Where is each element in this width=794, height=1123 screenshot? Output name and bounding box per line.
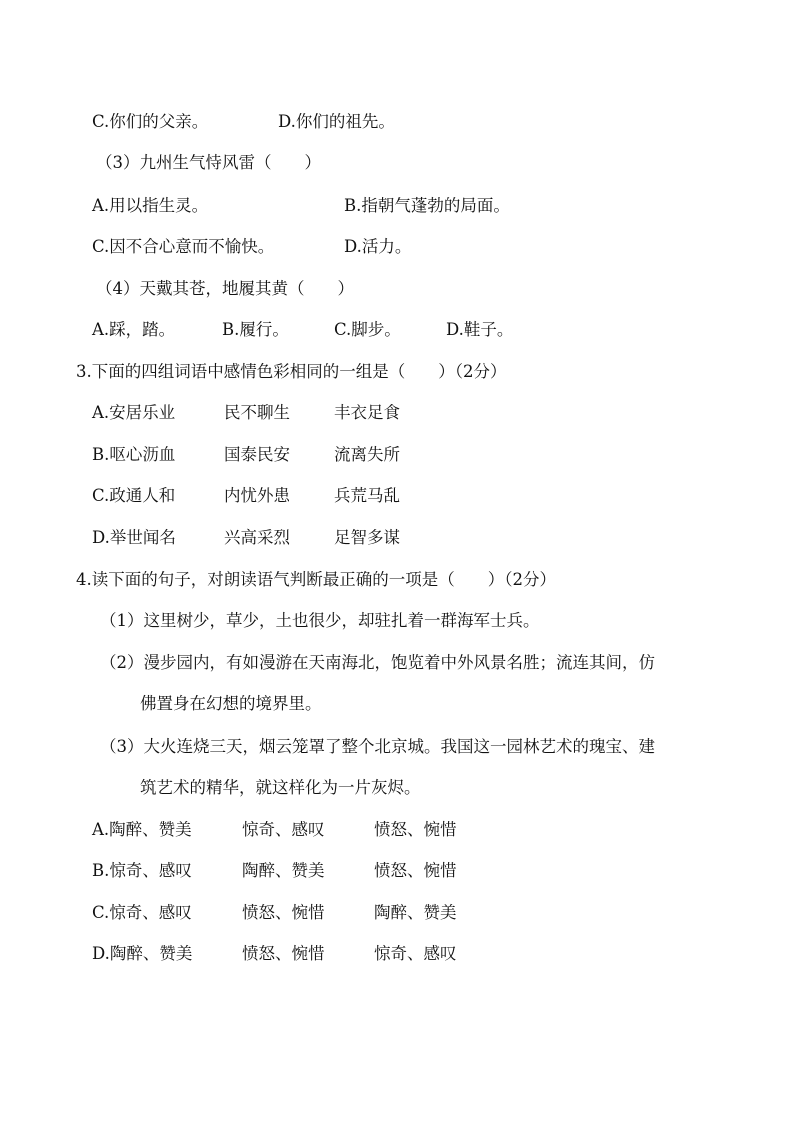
q3-option-b-word2: 国泰民安 [224,445,290,464]
q4-option-d-word3: 惊奇、感叹 [374,944,457,963]
q3-option-d-label: D.举世闻名 [92,528,176,547]
q2-sub4-option-a: A.踩，踏。 [92,320,176,339]
q4-option-b-word2: 陶醉、赞美 [242,861,325,880]
q3-option-c-word2: 内忧外患 [224,486,290,505]
q2-sub3-option-a: A.用以指生灵。 [92,196,209,215]
q3-option-a-word2: 民不聊生 [224,403,290,422]
q2-option-c-prev: C.你们的父亲。 [92,112,209,131]
q2-sub3-option-c: C.因不合心意而不愉快。 [92,237,275,256]
q4-option-d-word2: 愤怒、惋惜 [242,944,325,963]
q4-option-c-label: C.惊奇、感叹 [92,903,192,922]
q3-option-c-word3: 兵荒马乱 [334,486,400,505]
q2-sub3-prompt: （3）九州生气恃风雷（ ） [96,153,321,172]
q2-sub3-option-b: B.指朝气蓬勃的局面。 [344,196,510,215]
q4-option-d-label: D.陶醉、赞美 [92,944,193,963]
q3-stem: 3.下面的四组词语中感情色彩相同的一组是（ ）（2分） [76,362,507,381]
q3-option-a-label: A.安居乐业 [92,403,176,422]
q2-sub4-option-b: B.履行。 [222,320,289,339]
q3-option-c-label: C.政通人和 [92,486,176,505]
q4-sentence-2-line-1: （2）漫步园内，有如漫游在天南海北，饱览着中外风景名胜；流连其间，仿 [100,653,655,672]
q3-option-d-word2: 兴高采烈 [224,528,290,547]
q3-option-a-word3: 丰衣足食 [334,403,400,422]
q4-option-a-word3: 愤怒、惋惜 [374,820,457,839]
q2-sub3-option-d: D.活力。 [344,237,412,256]
q4-sentence-3-line-2: 筑艺术的精华，就这样化为一片灰烬。 [140,778,421,797]
q2-sub4-option-c: C.脚步。 [334,320,401,339]
q4-stem: 4.读下面的句子，对朗读语气判断最正确的一项是（ ）（2分） [76,570,556,589]
q4-option-c-word2: 愤怒、惋惜 [242,903,325,922]
q4-sentence-3-line-1: （3）大火连烧三天，烟云笼罩了整个北京城。我国这一园林艺术的瑰宝、建 [100,737,655,756]
q3-option-b-word3: 流离失所 [334,445,400,464]
q4-option-b-label: B.惊奇、感叹 [92,861,192,880]
q4-sentence-2-line-2: 佛置身在幻想的境界里。 [140,694,322,713]
q4-option-a-word2: 惊奇、感叹 [242,820,325,839]
q3-option-d-word3: 足智多谋 [334,528,400,547]
q2-option-d-prev: D.你们的祖先。 [278,112,395,131]
q4-sentence-1: （1）这里树少，草少，土也很少，却驻扎着一群海军士兵。 [100,611,540,630]
q2-sub4-prompt: （4）天戴其苍，地履其黄（ ） [96,279,354,298]
q2-sub4-option-d: D.鞋子。 [446,320,514,339]
q4-option-a-label: A.陶醉、赞美 [92,820,192,839]
q3-option-b-label: B.呕心沥血 [92,445,176,464]
q4-option-b-word3: 愤怒、惋惜 [374,861,457,880]
q4-option-c-word3: 陶醉、赞美 [374,903,457,922]
